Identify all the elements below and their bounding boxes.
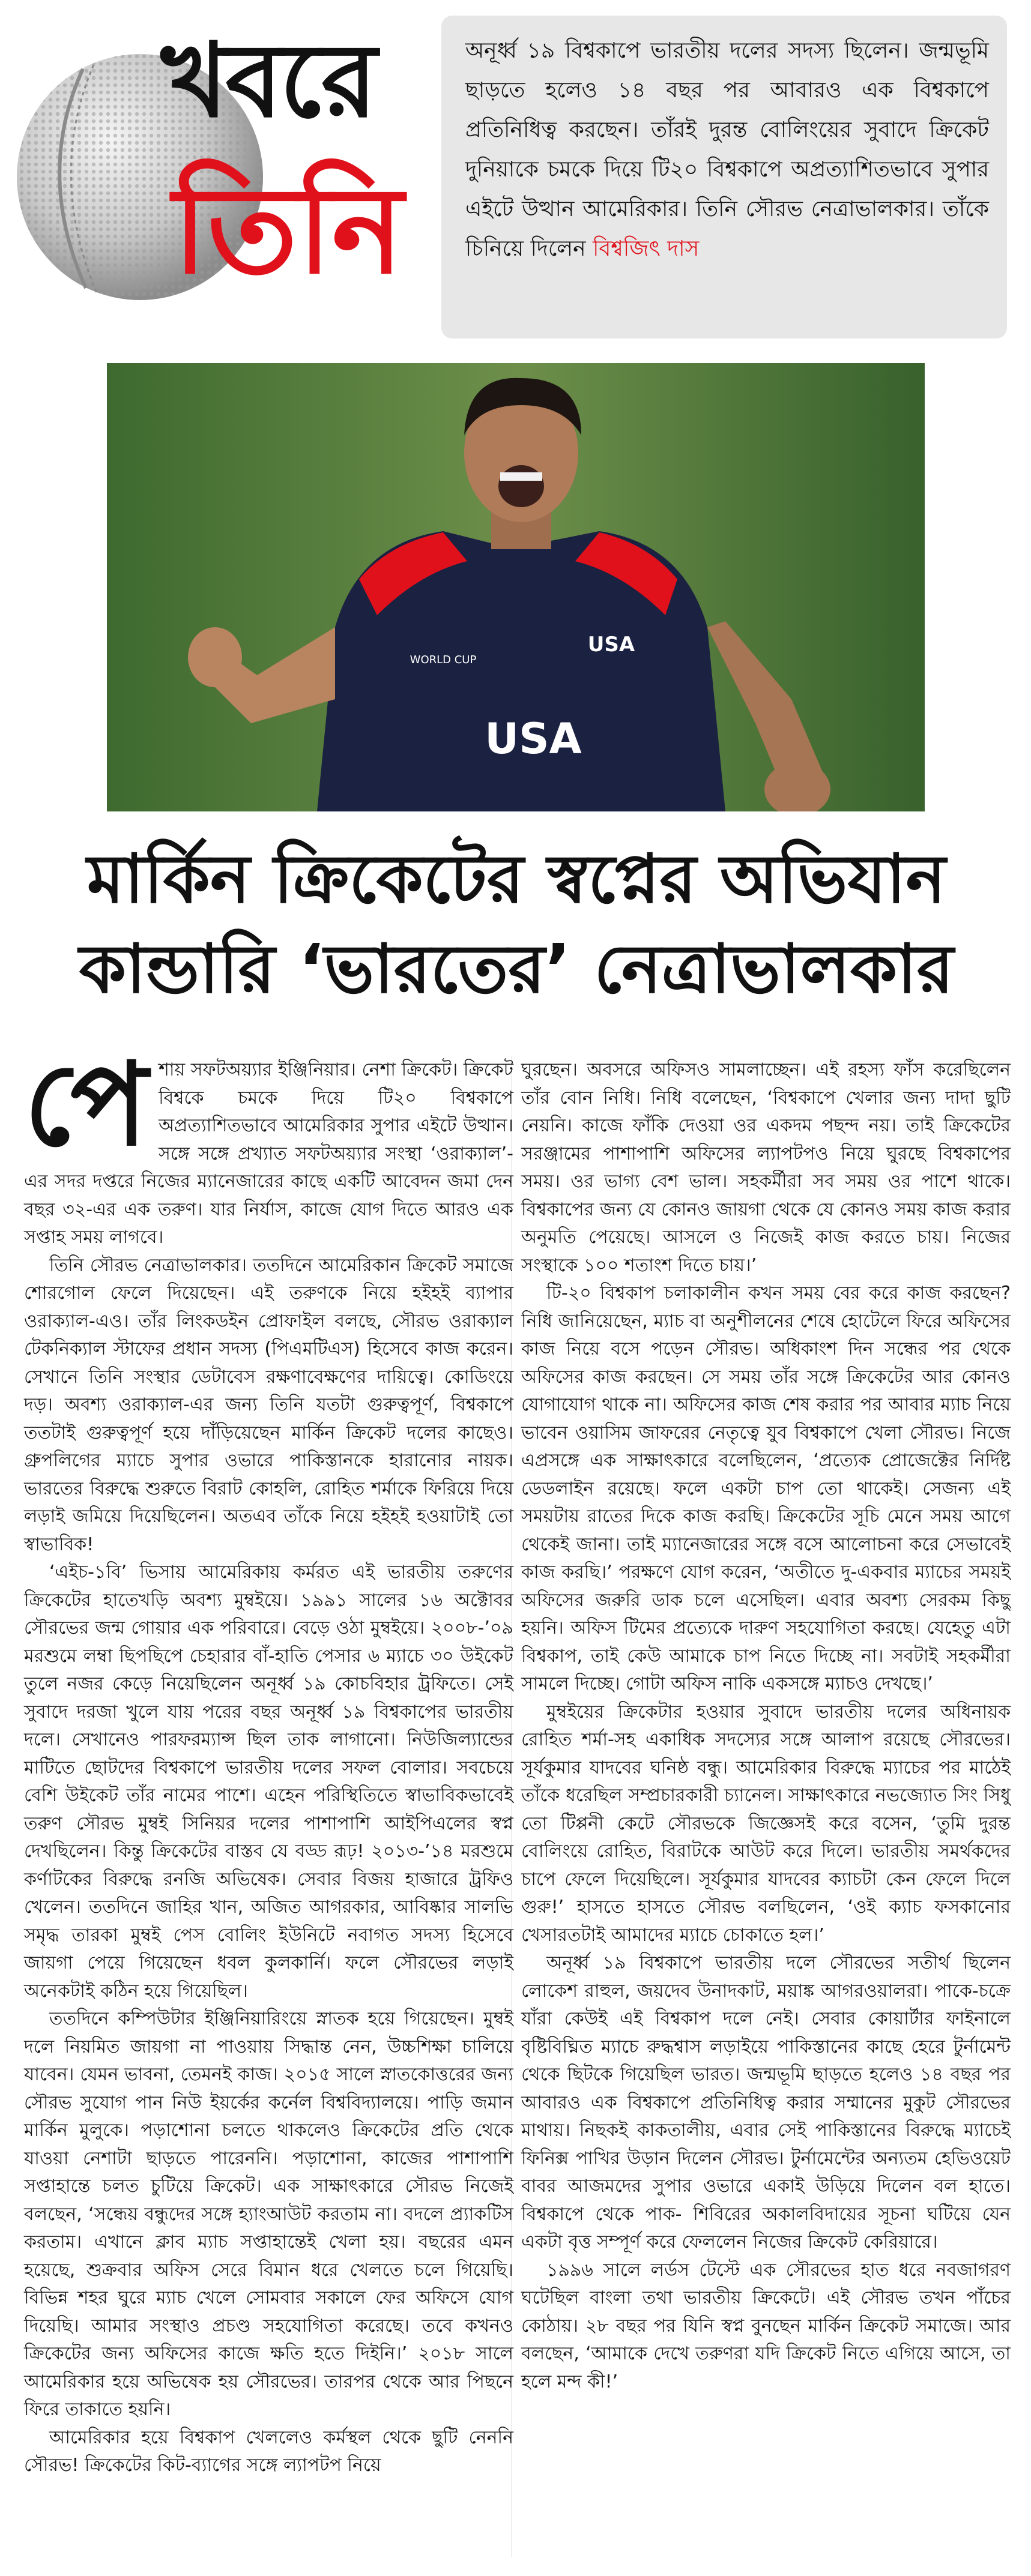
article-paragraph: টি-২০ বিশ্বকাপ চলাকালীন কখন সময় বের করে কাজ করছেন? নিধি জানিয়েছেন, ম্যাচ বা অনুশীলনের শেষে হোটেলে ফিরে অফিসের কাজ নিয়ে বসে পড়েন সৌরভ। অধিকাংশ দিন সন্ধের পর থেকে অফিসের কাজ করছেন। সে সময় তাঁর সঙ্গে ক্রিকেটের আর কোনও যোগাযোগ থাকে না। অফিসের কাজ শেষ করার পর আবার ম্যাচ নিয়ে ভাবেন ওয়াসিম জাফরের নেতৃত্বে যুব বিশ্বকাপে খেলা সৌরভ। নিজে এপ্রসঙ্গে এক সাক্ষাৎকারে বলেছিলেন, ‘প্রত্যেক প্রোজেক্টের নির্দিষ্ট ডেডলাইন রয়েছে। ফলে একটা চাপ তো থাকেই। সেজন্য এই সময়টায় রাতের দিকে কাজ করছি। ক্রিকেটের সূচি মেনে সময় আগে থেকেই জানা। তাই ম্যানেজারের সঙ্গে বসে আলোচনা করে সেভাবেই কাজ করছি।’ পরক্ষণে যোগ করেন, ‘অতীতে দু-একবার ম্যাচের সময়ই অফিসের জরুরি ডাক চলে এসেছিল। এবার অবশ্য সেরকম কিছু হয়নি। অফিস টিমের প্রত্যেকে দারুণ সহযোগিতা করছে। যেহেতু এটা বিশ্বকাপ, তাই কেউ আমাকে চাপ নিতে দিচ্ছে না। সবটাই সহকর্মীরা সামলে দিচ্ছে। গোটা অফিস নাকি একসঙ্গে ম্যাচও দেখছে।’ — [521, 1283, 1011, 1694]
article-paragraph: ‘এইচ-১বি’ ভিসায় আমেরিকায় কর্মরত এই ভারতীয় তরুণের ক্রিকেটের হাতেখড়ি অবশ্য মুম্বইয়ে। ১৯৯১ সালের ১৬ অক্টোবর সৌরভের জন্ম গোয়ার এক পরিবারে। বেড়ে ওঠা মুম্বইয়ে। ২০০৮-’০৯ মরশুমে লম্বা ছিপছিপে চেহারার বাঁ-হাতি পেসার ৬ ম্যাচে ৩০ উইকেট তুলে নজর কেড়ে নিয়েছিলেন অনূর্ধ্ব ১৯ কোচবিহার ট্রফিতে। সেই সুবাদে দরজা খুলে যায় পরের বছর অনূর্ধ্ব ১৯ বিশ্বকাপের ভারতীয় দলে। সেখানেও পারফরম্যান্স ছিল তাক লাগানো। নিউজিল্যান্ডের মাটিতে ছোটদের বিশ্বকাপে ভারতীয় দলের সফল বোলার। সবচেয়ে বেশি উইকেট তাঁর নামের পাশে। এহেন পরিস্থিতিতে স্বাভাবিকভাবেই তরুণ সৌরভ মুম্বই সিনিয়র দলের পাশাপাশি আইপিএলের স্বপ্ন দেখছিলেন। কিন্তু ক্রিকেটের বাস্তব যে বড্ড রূঢ়! ২০১৩-’১৪ মরশুমে কর্ণাটকের বিরুদ্ধে রনজি অভিষেক। সেবার বিজয় হাজারে ট্রফিও খেলেন। ততদিনে জাহির খান, অজিত আগরকার, আবিষ্কার সালভি সমৃদ্ধ তারকা মুম্বই পেস বোলিং ইউনিটে নবাগত সদস্য হিসেবে জায়গা পেয়ে গিয়েছেন ধবল কুলকার্নি। ফলে সৌরভের লড়াই অনেকটাই কঠিন হয়ে গিয়েছিল। — [24, 1562, 513, 2002]
article-paragraph: মুম্বইয়ের ক্রিকেটার হওয়ার সুবাদে ভারতীয় দলের অধিনায়ক রোহিত শর্মা-সহ একাধিক সদস্যের সঙ্গে আলাপ রয়েছে সৌরভের। সূর্যকুমার যাদবের ঘনিষ্ঠ বন্ধু। আমেরিকার বিরুদ্ধে ম্যাচের পর মাঠেই তাঁকে ধরেছিল সম্প্রচারকারী চ্যানেল। সাক্ষাৎকারে নভজ্যোত সিং সিধু তো টিপ্পনী কেটে সৌরভকে জিজ্ঞেসই করে বসেন, ‘তুমি দুরন্ত বোলিংয়ে রোহিত, বিরাটকে আউট করে দিলে। ভারতীয় সমর্থকদের চাপে ফেলে দিয়েছিলে। সূর্যকুমার যাদবের ক্যাচটা কেন ফেলে দিলে গুরু!’ হাসতে হাসতে সৌরভ বলছিলেন, ‘ওই ক্যাচ ফসকানোর খেসারতটাই আমাদের ম্যাচে চোকাতে হল।’ — [521, 1701, 1011, 1946]
jersey-badge-text: USA — [587, 633, 635, 657]
headline-line-2: কান্ডারি ‘ভারতের’ নেত্রাভালকার — [79, 930, 954, 1008]
intro-text: অনূর্ধ্ব ১৯ বিশ্বকাপে ভারতীয় দলের সদস্য ছিলেন। জন্মভূমি ছাড়তে হলেও ১৪ বছর পর আবারও এক বিশ্বকাপে প্রতিনিধিত্ব করছেন। তাঁরই দুরন্ত বোলিংয়ের সুবাদে ক্রিকেট দুনিয়াকে চমকে দিয়ে টি২০ বিশ্বকাপে অপ্রত্যাশিতভাবে সুপার এইটে উত্থান আমেরিকার। তিনি সৌরভ নেত্রাভালকার। তাঁকে চিনিয়ে দিলেন — [465, 38, 989, 261]
section-kicker: খবরে — [161, 22, 375, 140]
jersey-text: USA — [485, 714, 582, 763]
headline-line-1: মার্কিন ক্রিকেটের স্বপ্নের অভিযান — [86, 840, 946, 918]
article-paragraph: অনূর্ধ্ব ১৯ বিশ্বকাপে ভারতীয় দলে সৌরভের সতীর্থ ছিলেন লোকেশ রাহুল, জয়দেব উনাদকাট, ময়াঙ্ক আগরওয়ালরা। পাকে-চক্রে যাঁরা কেউই এই বিশ্বকাপ দলে নেই। সেবার কোয়ার্টার ফাইনালে বৃষ্টিবিঘ্নিত ম্যাচে রুদ্ধশ্বাস লড়াইয়ে পাকিস্তানের কাছে হেরে টুর্নামেন্ট থেকে ছিটকে গিয়েছিল ভারত। জন্মভূমি ছাড়তে হলেও ১৪ বছর পর আবারও এক বিশ্বকাপে প্রতিনিধিত্ব করার সম্মানের মুকুট সৌরভের মাথায়। নিছকই কাকতালীয়, এবার সেই পাকিস্তানের বিরুদ্ধে ম্যাচেই ফিনিক্স পাখির উড়ান দিলেন সৌরভ। টুর্নামেন্টের অন্যতম হেভিওয়েট বাবর আজমদের সুপার ওভারে একাই উড়িয়ে দিলেন বল হাতে। বিশ্বকাপে থেকে পাক- শিবিরের অকালবিদায়ের সূচনা ঘটিয়ে যেন একটা বৃত্ত সম্পূর্ণ করে ফেললেন নিজের ক্রিকেট কেরিয়ারে। — [521, 1952, 1011, 2252]
article-paragraph: আমেরিকার হয়ে বিশ্বকাপ খেললেও কর্মস্থল থেকে ছুটি নেননি সৌরভ! ক্রিকেটের কিট-ব্যাগের সঙ্গে ল্যাপটপ নিয়ে — [24, 2427, 513, 2476]
headline — [36, 834, 997, 1014]
article-paragraph: ততদিনে কম্পিউটার ইঞ্জিনিয়ারিংয়ে স্নাতক হয়ে গিয়েছেন। মুম্বই দলে নিয়মিত জায়গা না পাওয়ায় সিদ্ধান্ত নেন, উচ্চশিক্ষা চালিয়ে যাবেন। যেমন ভাবনা, তেমনই কাজ। ২০১৫ সালে স্নাতকোত্তরের জন্য সৌরভ সুযোগ পান নিউ ইয়র্কের কর্নেল বিশ্ববিদ্যালয়ে। পাড়ি জমান মার্কিন মুলুকে। পড়াশোনা চলতে থাকলেও ক্রিকেটের প্রতি থেকে যাওয়া নেশাটা ছাড়তে পারেননি। পড়াশোনা, কাজের পাশাপাশি সপ্তাহান্তে চলত চুটিয়ে ক্রিকেট। এক সাক্ষাৎকারে সৌরভ নিজেই বলছেন, ‘সন্ধেয় বন্ধুদের সঙ্গে হ্যাংআউট করতাম না। বদলে প্র্যাকটিস করতাম। এখানে ক্লাব ম্যাচ সপ্তাহান্তেই খেলা হয়। বছরের এমন হয়েছে, শুক্রবার অফিস সেরে বিমান ধরে খেলতে চলে গিয়েছি। বিভিন্ন শহর ঘুরে ম্যাচ খেলে সোমবার সকালে ফের অফিসে যোগ দিয়েছি। আমার সংস্থাও প্রচণ্ড সহযোগিতা করেছে। তবে কখনও ক্রিকেটের জন্য অফিসের কাজে ক্ষতি হতে দিইনি।’ ২০১৮ সালে আমেরিকার হয়ে অভিষেক হয় সৌরভের। তারপর থেকে আর পিছনে ফিরে তাকাতে হয়নি। — [24, 2008, 513, 2420]
article-paragraph: তিনি সৌরভ নেত্রাভালকার। ততদিনে আমেরিকান ক্রিকেট সমাজে শোরগোল ফেলে দিয়েছেন। এই তরুণকে নিয়ে হইহই ব্যাপার ওরাক্যাল-এও। তাঁর লিংকডইন প্রোফাইল বলছে, সৌরভ ওরাক্যাল টেকনিক্যাল স্টাফের প্রধান সদস্য (পিএমটিএস) হিসেবে কাজ করেন। সেখানে তিনি সংস্থার ডেটাবেস রক্ষণাবেক্ষণের দায়িত্বে। কোডিংয়ে দড়। অবশ্য ওরাক্যাল-এর জন্য তিনি যতটা গুরুত্বপূর্ণ, বিশ্বকাপে ততটাই গুরুত্বপূর্ণ হয়ে দাঁড়িয়েছেন মার্কিন ক্রিকেট দলের কাছেও। গ্রুপলিগের ম্যাচে সুপার ওভারে পাকিস্তানকে হারানোর নায়ক। ভারতের বিরুদ্ধে শুরুতে বিরাট কোহলি, রোহিত শর্মাকে ফিরিয়ে দিয়ে লড়াই জমিয়ে দিয়েছিলেন। অতএব তাঁকে নিয়ে হইহই হওয়াটাই তো স্বাভাবিক! — [24, 1254, 513, 1555]
drop-cap: পে — [24, 1038, 148, 1171]
world-cup-badge: WORLD CUP — [410, 654, 477, 666]
article-paragraph: ঘুরছেন। অবসরে অফিসও সামলাচ্ছেন। এই রহস্য ফাঁস করেছিলেন তাঁর বোন নিধি। নিধি বলেছেন, ‘বিশ্বকাপে খেলার জন্য দাদা ছুটি নেয়নি। কাজে ফাঁকি দেওয়া ওর একদম পছন্দ নয়। তাই ক্রিকেটের সরঞ্জামের পাশাপাশি অফিসের ল্যাপটপও নিয়ে ঘুরছে বিশ্বকাপের সময়। ওর ভাগ্য বেশ ভাল। সহকর্মীরা সব সময় ওর পাশে থাকে। বিশ্বকাপের জন্য যে কোনও জায়গা থেকে যে কোনও সময় কাজ করার অনুমতি পেয়েছে। আসলে ও নিজেই কাজ করতে চায়। নিজের সংস্থাকে ১০০ শতাংশ দিতে চায়।’ — [521, 1059, 1011, 1276]
article-column-left — [24, 1038, 513, 2480]
article-column-right — [521, 1056, 1011, 2396]
section-kicker-red: তিনি — [173, 161, 404, 301]
intro-box — [441, 16, 1007, 339]
article-paragraph — [24, 1038, 513, 1252]
paragraph-text: শায় সফটঅয়্যার ইঞ্জিনিয়ার। নেশা ক্রিকেট। ক্রিকেট বিশ্বকে চমকে দিয়ে টি২০ বিশ্বকাপে অপ্রত্যাশিতভাবে আমেরিকার সুপার এইটে উত্থান। সঙ্গে সঙ্গে প্রখ্যাত সফটঅয়্যার সংস্থা ‘ওরাক্যাল’-এর সদর দপ্তরে নিজের ম্যানেজারের কাছে একটি আবেদন জমা দেন বছর ৩২-এর এক তরুণ। যার নির্যাস, কাজে যোগ দিতে আরও এক সপ্তাহ সময় লাগবে। — [24, 1059, 513, 1248]
player-photo — [107, 363, 925, 811]
author-byline: বিশ্বজিৎ দাস — [593, 236, 700, 261]
masthead — [11, 12, 431, 348]
article-paragraph: ১৯৯৬ সালে লর্ডস টেস্টে এক সৌরভের হাত ধরে নবজাগরণ ঘটেছিল বাংলা তথা ভারতীয় ক্রিকেটে। এই সৌরভ তখন পাঁচের কোঠায়। ২৮ বছর পর যিনি স্বপ্ন বুনছেন মার্কিন ক্রিকেট সমাজে। আর বলছেন, ‘আমাকে দেখে তরুণরা যদি ক্রিকেট নিতে এগিয়ে আসে, তা হলে মন্দ কী!’ — [521, 2259, 1011, 2392]
